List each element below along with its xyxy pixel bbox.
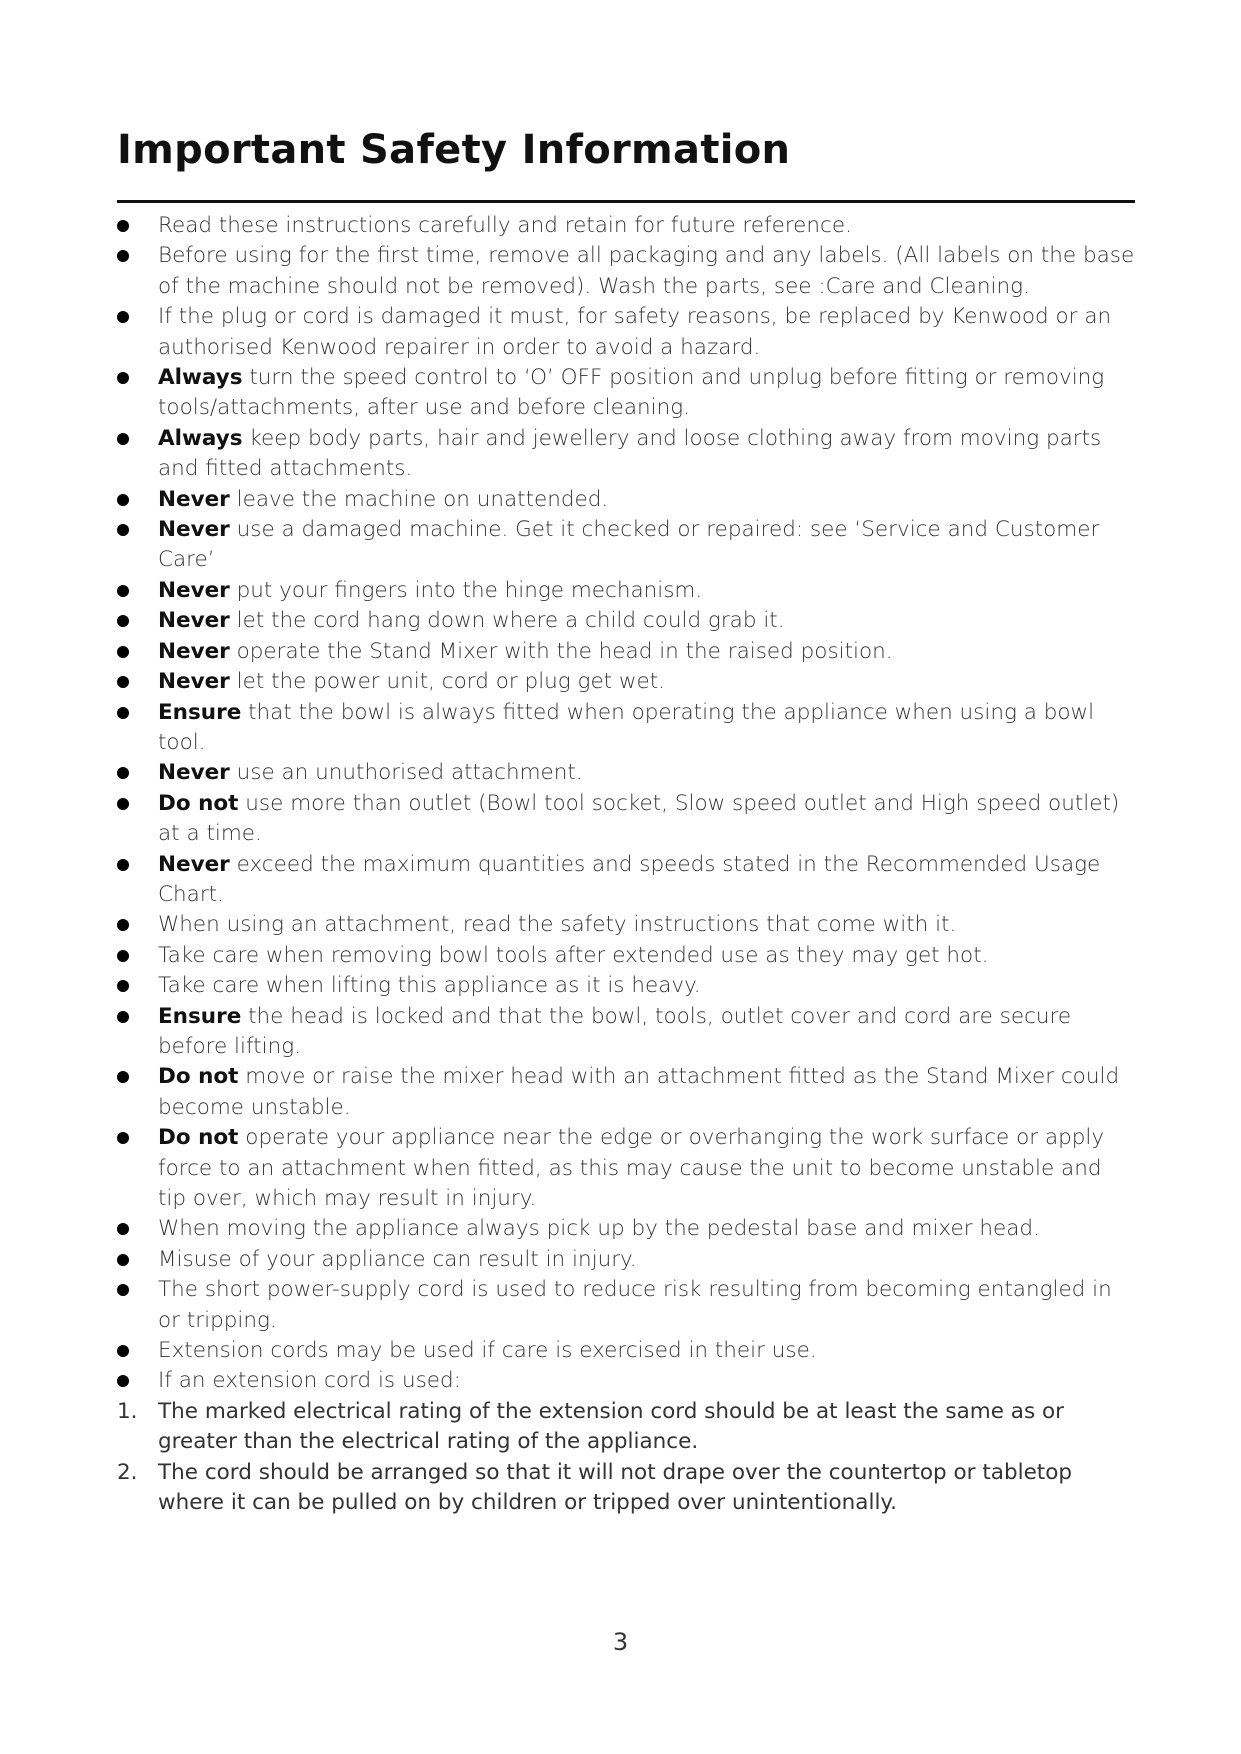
safety-item	[117, 424, 1135, 485]
safety-item-keyword: Do not	[158, 1125, 239, 1151]
bullet-icon	[117, 433, 129, 445]
page-title: Important Safety Information	[117, 127, 791, 173]
safety-item-text: If the plug or cord is damaged it must, for safety reasons, be replaced by Kenwood or an authorised Kenwood repairer in order to avoid a hazard.	[158, 304, 1112, 360]
safety-page	[117, 120, 1135, 1518]
extension-cord-subitem	[117, 1458, 1135, 1519]
subitem-text: The cord should be arranged so that it will not drape over the countertop or tabletop where it can be pulled on by children or tripped over unintentionally.	[158, 1459, 1073, 1516]
safety-item-keyword: Never	[158, 577, 230, 603]
safety-item-keyword: Never	[158, 517, 230, 543]
safety-item-text: The short power-supply cord is used to reduce risk resulting from becoming entangled in or tripping.	[158, 1277, 1112, 1333]
bullet-icon	[117, 1223, 129, 1235]
safety-item	[117, 515, 1135, 576]
safety-item	[117, 1123, 1135, 1214]
safety-item	[117, 667, 1135, 697]
safety-item-text: keep body parts, hair and jewellery and loose clothing away from moving parts and fitted attachments.	[158, 425, 1102, 482]
safety-item	[117, 941, 1135, 971]
safety-item-keyword: Never	[158, 486, 230, 512]
safety-item-text: turn the speed control to ‘O’ OFF position and unplug before fitting or removing tools/attachments, after use and before cleaning.	[158, 365, 1105, 421]
subitem-text: The marked electrical rating of the extension cord should be at least the same as or greater than the electrical rating of the appliance.	[158, 1398, 1064, 1455]
safety-item-text: If an extension cord is used:	[158, 1368, 461, 1394]
safety-item	[117, 1366, 1135, 1396]
bullet-icon	[117, 494, 129, 506]
safety-item	[117, 1062, 1135, 1123]
safety-item-text: use more than outlet (Bowl tool socket, Slow speed outlet and High speed outlet) at a time.	[158, 790, 1120, 847]
safety-item-text: Take care when removing bowl tools after extended use as they may get hot.	[158, 942, 989, 968]
bullet-icon	[117, 950, 129, 962]
bullet-icon	[117, 798, 129, 810]
safety-item-text: move or raise the mixer head with an attachment fitted as the Stand Mixer could become unstable.	[158, 1064, 1120, 1120]
extension-cord-sublist	[117, 1397, 1135, 1519]
safety-item-text: operate your appliance near the edge or overhanging the work surface or apply force to an attachment when fitted, as this may cause the unit to become unstable and tip over, which may result in injury.	[158, 1125, 1105, 1211]
safety-item-text: Misuse of your appliance can result in injury.	[158, 1246, 637, 1272]
bullet-icon	[117, 1284, 129, 1296]
safety-item-keyword: Never	[158, 669, 230, 695]
safety-item-text: use an unuthorised attachment.	[229, 760, 583, 786]
bullet-icon	[117, 1011, 129, 1023]
safety-item-keyword: Never	[158, 638, 230, 664]
safety-item	[117, 850, 1135, 911]
bullet-icon	[117, 767, 129, 779]
safety-item	[117, 698, 1135, 759]
bullet-icon	[117, 1375, 129, 1387]
safety-item-text: put your fingers into the hinge mechanism.	[229, 577, 703, 603]
safety-item-keyword: Do not	[158, 1064, 239, 1090]
safety-item	[117, 363, 1135, 424]
safety-item-text: leave the machine on unattended.	[229, 486, 609, 512]
page-number: 3	[612, 1628, 629, 1656]
safety-item-text: Extension cords may be used if care is exercised in their use.	[158, 1338, 817, 1364]
subitem-number: 1.	[117, 1398, 138, 1424]
safety-item	[117, 789, 1135, 850]
bullet-icon	[117, 919, 129, 931]
bullet-icon	[117, 980, 129, 992]
safety-item	[117, 606, 1135, 636]
safety-item-text: let the cord hang down where a child could grab it.	[229, 608, 785, 634]
safety-item-keyword: Never	[158, 760, 230, 786]
safety-item	[117, 1336, 1135, 1366]
bullet-icon	[117, 311, 129, 323]
safety-bullet-list	[117, 211, 1135, 1397]
safety-item-text: that the bowl is always fitted when operating the appliance when using a bowl tool.	[158, 699, 1095, 755]
bullet-icon	[117, 1254, 129, 1266]
safety-item	[117, 1275, 1135, 1336]
safety-item-keyword: Ensure	[158, 699, 242, 725]
bullet-icon	[117, 615, 129, 627]
bullet-icon	[117, 707, 129, 719]
safety-item-text: Read these instructions carefully and retain for future reference.	[158, 213, 852, 238]
safety-item-text: When using an attachment, read the safety instructions that come with it.	[158, 912, 957, 938]
safety-item-keyword: Never	[158, 851, 230, 877]
safety-item	[117, 1002, 1135, 1063]
bullet-icon	[117, 372, 129, 384]
safety-item-keyword: Ensure	[158, 1003, 242, 1029]
bullet-icon	[117, 1345, 129, 1357]
bullet-icon	[117, 220, 129, 232]
safety-item	[117, 211, 1135, 241]
safety-item-text: When moving the appliance always pick up by the pedestal base and mixer head.	[158, 1216, 1040, 1242]
extension-cord-subitem	[117, 1397, 1135, 1458]
safety-item-text: Take care when lifting this appliance as it is heavy.	[158, 973, 701, 999]
bullet-icon	[117, 676, 129, 688]
safety-item	[117, 485, 1135, 515]
safety-item-keyword: Always	[158, 365, 243, 391]
safety-item-keyword: Always	[158, 425, 243, 451]
subitem-number: 2.	[117, 1459, 138, 1485]
bullet-icon	[117, 859, 129, 871]
safety-item	[117, 758, 1135, 788]
safety-item	[117, 637, 1135, 667]
title-rule	[117, 200, 1135, 203]
safety-item	[117, 1245, 1135, 1275]
safety-item-text: use a damaged machine. Get it checked or repaired: see ‘Service and Customer Care’	[158, 517, 1100, 573]
safety-item	[117, 302, 1135, 363]
safety-item	[117, 576, 1135, 606]
bullet-icon	[117, 1071, 129, 1083]
safety-item-text: operate the Stand Mixer with the head in the raised position.	[229, 638, 893, 664]
bullet-icon	[117, 250, 129, 262]
bullet-icon	[117, 646, 129, 658]
safety-item	[117, 971, 1135, 1001]
safety-item-keyword: Do not	[158, 790, 239, 816]
safety-item-text: Before using for the first time, remove all packaging and any labels. (All labels on the base of the machine should not be removed). Wash the parts, see :Care and Cleaning.	[158, 243, 1135, 299]
safety-item-text: the head is locked and that the bowl, tools, outlet cover and cord are secure before lifting.	[158, 1003, 1072, 1059]
safety-item-keyword: Never	[158, 608, 230, 634]
bullet-icon	[117, 1132, 129, 1144]
bullet-icon	[117, 585, 129, 597]
safety-item-text: let the power unit, cord or plug get wet.	[229, 669, 666, 695]
safety-item	[117, 241, 1135, 302]
safety-item	[117, 910, 1135, 940]
safety-item	[117, 1214, 1135, 1244]
safety-item-text: exceed the maximum quantities and speeds stated in the Recommended Usage Chart.	[158, 851, 1101, 907]
bullet-icon	[117, 524, 129, 536]
